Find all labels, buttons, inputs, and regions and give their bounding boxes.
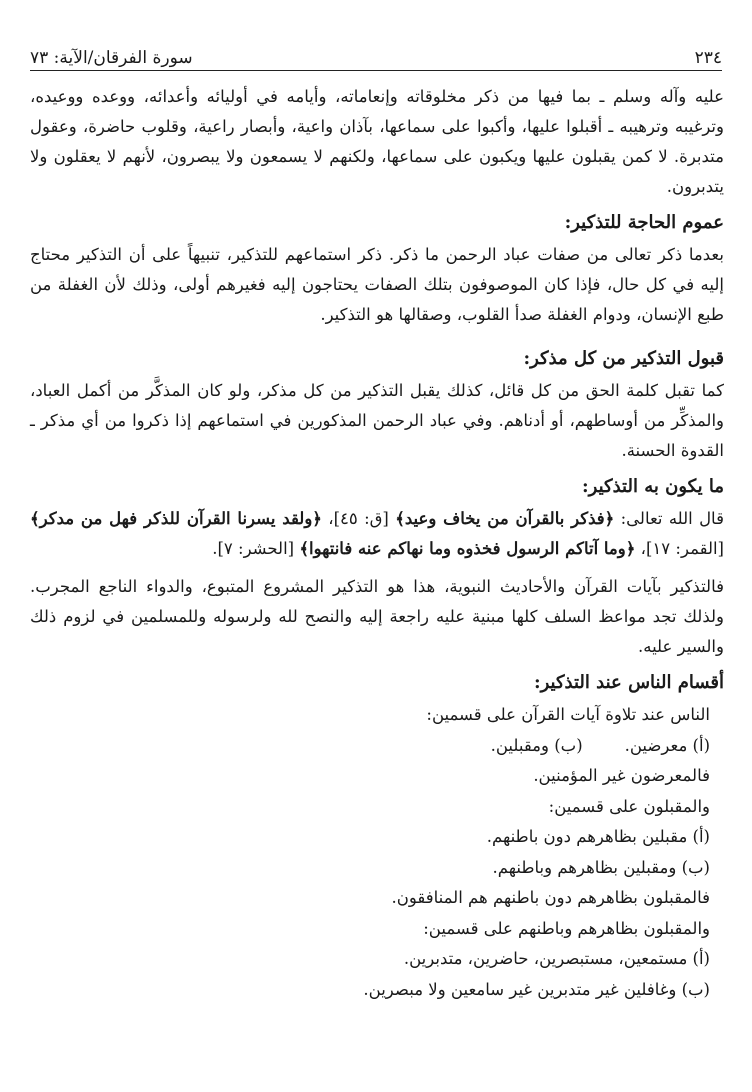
- accept-reminder-paragraph: كما تقبل كلمة الحق من كل قائل، كذلك يقبل التذكير من كل مذكر، ولو كان المذكَّر من أكمل العباد، والمذكِّر من أوساطهم، أو أدناهم. وفي عباد الرحمن المذكورين في استماعهم إذا ذكروا من أي مذكر ـ القدوة الحسنة.: [30, 381, 724, 460]
- list-item: (أ) معرضين. (ب) ومقبلين.: [490, 735, 710, 755]
- list-item: (ب) وغافلين غير متدبرين غير سامعين ولا مبصرين.: [363, 979, 710, 999]
- list-item: (أ) مستمعين، مستبصرين، حاضرين، متدبرين.: [403, 949, 710, 968]
- page-body: [30, 82, 724, 1072]
- page-header: [30, 38, 722, 68]
- need-for-reminder-paragraph: بعدما ذكر تعالى من صفات عباد الرحمن ما ذكر. ذكر استماعهم للتذكير، تنبيهاً على أن التذكير محتاج إليه في كل حال، فإذا كان الموصوفون بتلك الصفات يحتاجون إليه فغيرهم أولى، وذلك لأن الغفلة من طبع الإنسان، ودوام الغفلة صدأ القلوب، وصقالها هو التذكير.: [30, 245, 724, 324]
- verses-paragraph: [30, 504, 724, 564]
- heading-need-for-reminder: عموم الحاجة للتذكير:: [564, 212, 724, 233]
- list-item: (أ) مقبلين بظاهرهم دون باطنهم.: [486, 827, 710, 846]
- verse-2-ref: [القمر: ١٧]،: [635, 539, 724, 558]
- types-of-people-list: [30, 700, 724, 1005]
- list-item: فالمقبلون بظاهرهم دون باطنهم هم المنافقون.: [391, 888, 710, 907]
- verse-1-ref: [ق: ٤٥]،: [321, 509, 396, 528]
- verse-3: ﴿وما آتاكم الرسول فخذوه وما نهاكم عنه فانتهوا﴾: [299, 539, 636, 558]
- verses-intro: قال الله تعالى:: [614, 509, 724, 528]
- list-item: فالمعرضون غير المؤمنين.: [533, 766, 710, 785]
- means-of-reminder-paragraph: فالتذكير بآيات القرآن والأحاديث النبوية، هذا هو التذكير المشروع المتبوع، والدواء الناجع المجرب. ولذلك تجد مواعظ السلف كلها مبنية عليه راجعة إليه والنصح لله ولرسوله وللمسلمين في لزوم ذلك والسير عليه.: [30, 577, 724, 656]
- verse-3-ref: [الحشر: ٧].: [212, 539, 300, 558]
- intro-paragraph: عليه وآله وسلم ـ بما فيها من ذكر مخلوقاته وإنعاماته، وأيامه في أوليائه وأعدائه، ووعده ووعيده، وترغيبه وترهيبه ـ أقبلوا عليها، وأكبوا على سماعها، بآذان واعية، وأبصار راعية، وقلوب حاضرة، وعقول متدبرة. لا كمن يقبلون عليها ويكبون على سماعها، ولكنهم لا يسمعون ولا يبصرون، لأنهم لا يعقلون ولا يتدبرون.: [30, 87, 724, 196]
- heading-types-of-people: أقسام الناس عند التذكير:: [533, 672, 724, 693]
- list-item: والمقبلون بظاهرهم وباطنهم على قسمين:: [423, 918, 710, 938]
- list-item: (ب) ومقبلين بظاهرهم وباطنهم.: [492, 857, 710, 877]
- page-number: ٢٣٤: [694, 48, 722, 68]
- list-item: والمقبلون على قسمين:: [548, 796, 710, 816]
- heading-accept-reminder: قبول التذكير من كل مذكر:: [523, 348, 724, 369]
- surah-reference: سورة الفرقان/الآية: ٧٣: [30, 48, 193, 68]
- heading-means-of-reminder: ما يكون به التذكير:: [582, 476, 724, 497]
- header-rule: [30, 70, 722, 71]
- list-item: الناس عند تلاوة آيات القرآن على قسمين:: [426, 705, 710, 724]
- verse-1: ﴿فذكر بالقرآن من يخاف وعيد﴾: [395, 509, 615, 528]
- verse-2: ﴿ولقد يسرنا القرآن للذكر فهل من مدكر﴾: [30, 509, 322, 528]
